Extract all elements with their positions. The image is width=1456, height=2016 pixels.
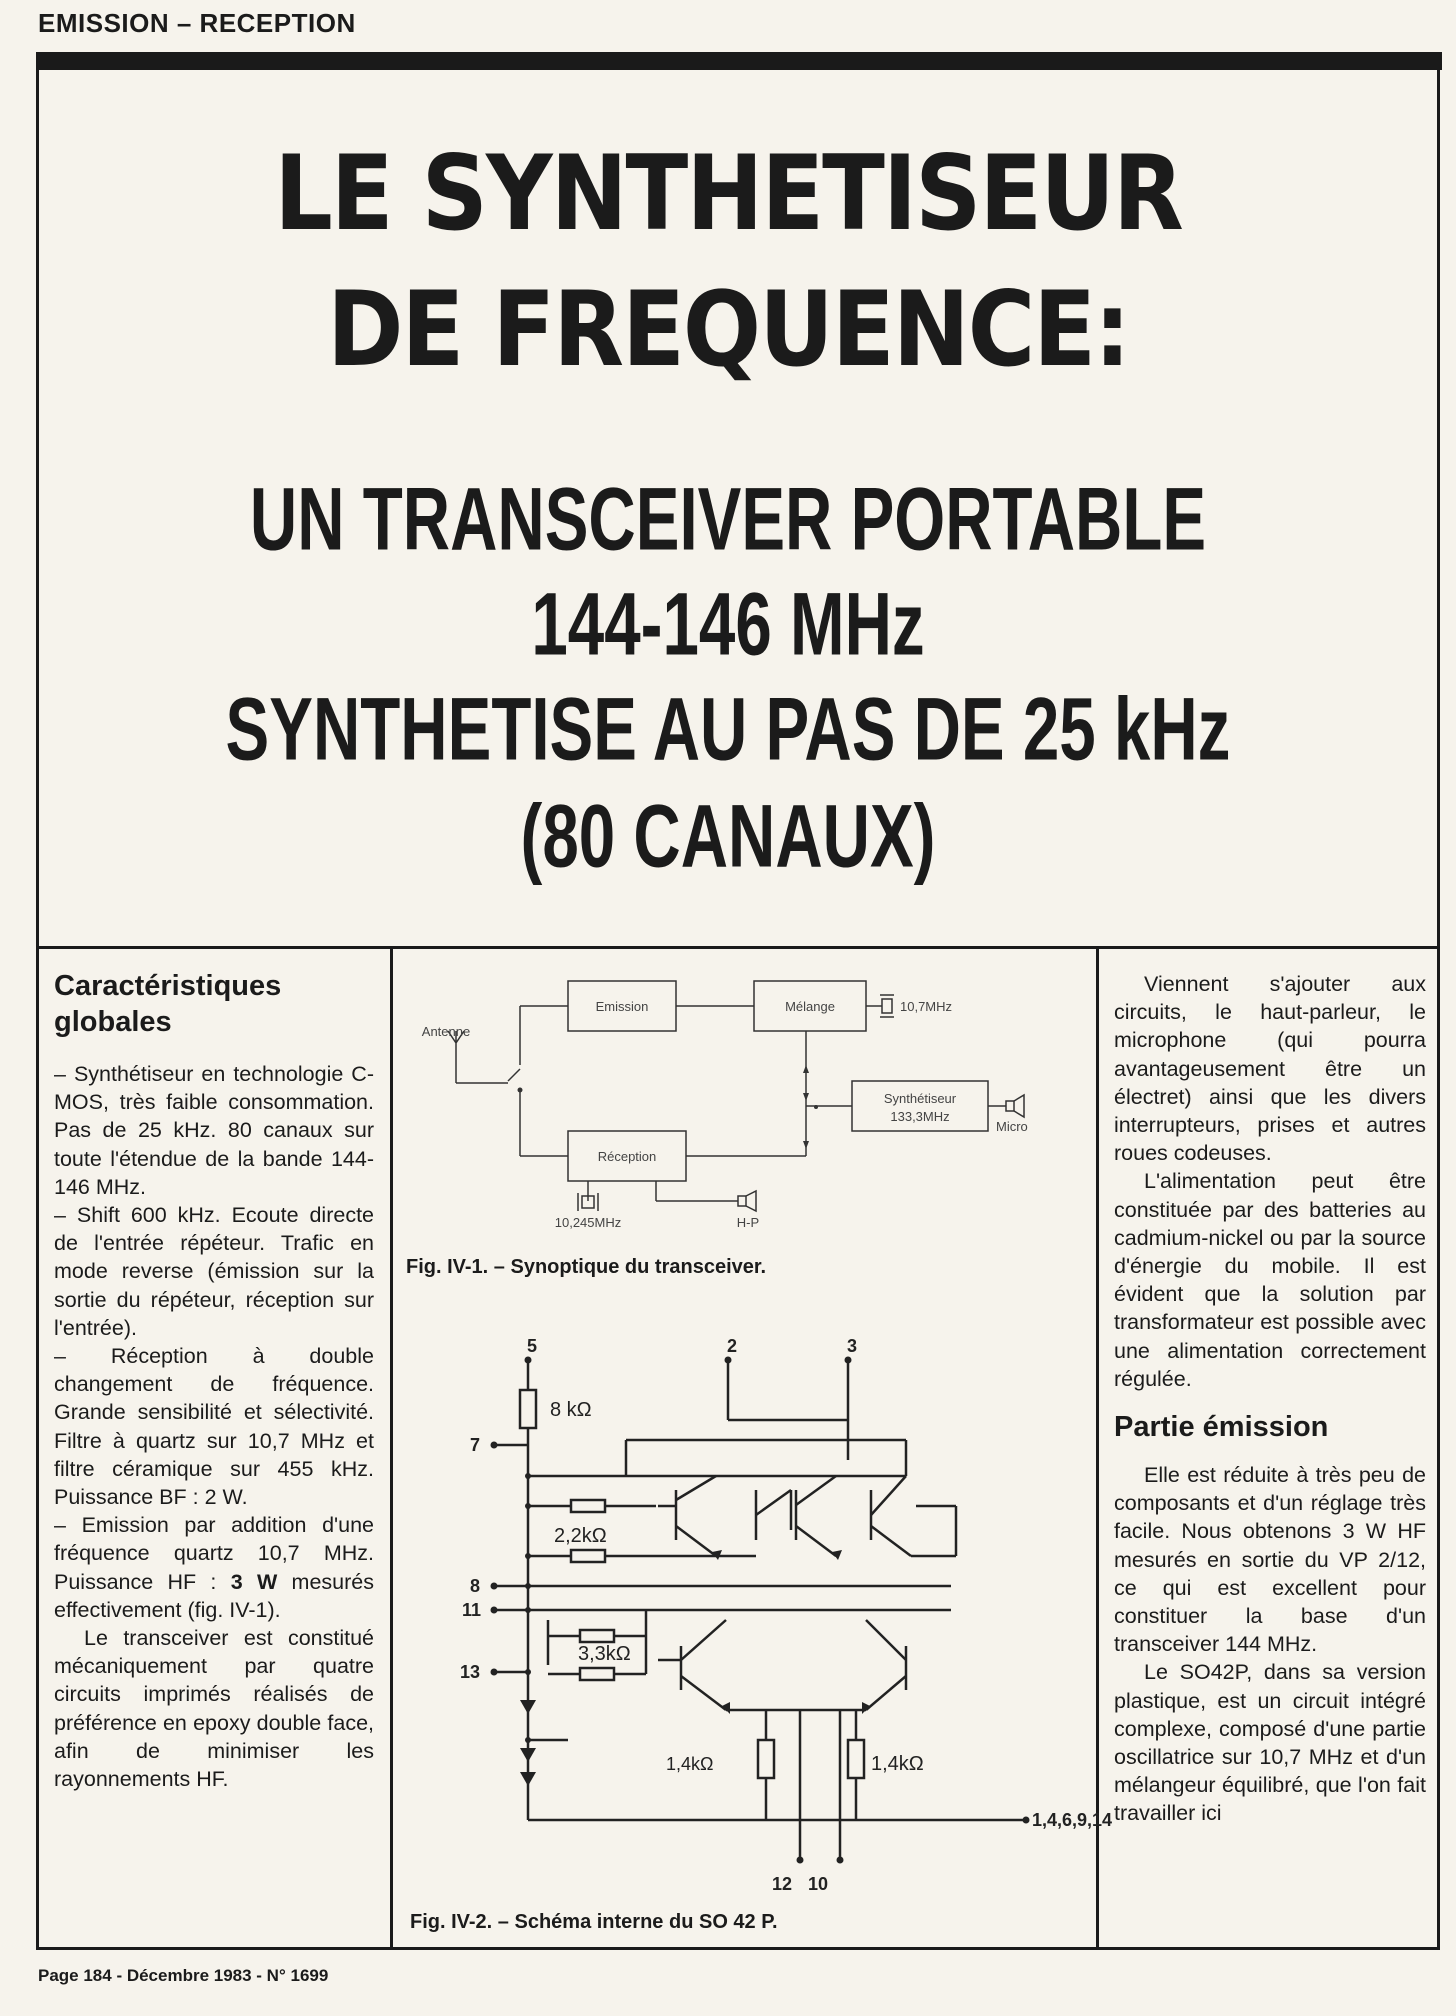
label-quartz-10-245: 10,245MHz bbox=[554, 1215, 622, 1230]
resistor-8k bbox=[520, 1390, 536, 1428]
diode-2 bbox=[520, 1748, 536, 1762]
column-rule-left bbox=[390, 946, 393, 1950]
pin-2: 2 bbox=[726, 1336, 738, 1356]
column-rule-right bbox=[1096, 946, 1099, 1950]
label-2-2k: 2,2kΩ bbox=[554, 1525, 607, 1547]
subtitle-line-1: UN TRANSCEIVER PORTABLE bbox=[249, 469, 1207, 569]
left-heading bbox=[54, 968, 374, 1040]
paragraph: L'alimentation peut être constituée par des batteries au cadmium-nickel ou par la source d'énergie du mobile. Il est évident que la solution par transformateur est possible avec une alimentation correctement régulée. bbox=[1114, 1169, 1426, 1391]
pin-11: 11 bbox=[462, 1600, 482, 1620]
paragraph-text: – Emission par addition d'une fréquence quartz 10,7 MHz. Puissance HF : bbox=[54, 1513, 374, 1594]
label-quartz-10-7: 10,7MHz bbox=[900, 999, 953, 1014]
label-synthetiseur: Synthétiseur bbox=[883, 1091, 957, 1106]
paragraph: Elle est réduite à très peu de composants et d'un réglage très facile. Nous obtenons 3 W HF mesurés en sortie du VP 2/12, ce qui est excellent pour constituer la base d'un transceiver 144 MHz. bbox=[1114, 1463, 1426, 1657]
label-micro: Micro bbox=[996, 1119, 1028, 1134]
paragraph: – Synthétiseur en technologie C-MOS, très faible consommation. Pas de 25 kHz. 80 canaux sur toute l'étendue de la bande 144-146 MHz. bbox=[54, 1062, 374, 1199]
paragraph: – Réception à double changement de fréquence. Grande sensibilité et sélectivité. Filtre à quartz sur 10,7 MHz et filtre céramique sur 455 kHz. Puissance BF : 2 W. bbox=[54, 1344, 374, 1510]
diode-1 bbox=[520, 1700, 536, 1714]
section-rubric: EMISSION – RECEPTION bbox=[38, 8, 356, 38]
label-1-4k-b: 1,4kΩ bbox=[871, 1753, 924, 1775]
label-melange: Mélange bbox=[785, 999, 835, 1014]
pin-12: 12 bbox=[772, 1874, 793, 1894]
caption-text: – Schéma interne du SO 42 P. bbox=[492, 1911, 778, 1933]
fig-iv-1-block-diagram bbox=[396, 965, 1086, 1285]
paragraph bbox=[54, 1511, 374, 1624]
pin-5: 5 bbox=[526, 1336, 538, 1356]
pin-8: 8 bbox=[470, 1576, 481, 1596]
subtitle-line-4: (80 CANAUX) bbox=[520, 786, 936, 886]
resistor-1-4k-b bbox=[848, 1740, 864, 1778]
header-bar bbox=[36, 52, 1442, 70]
pin-3: 3 bbox=[846, 1336, 858, 1356]
resistor-2-2k-a bbox=[571, 1500, 605, 1512]
caption-text: – Synoptique du transceiver. bbox=[488, 1256, 767, 1278]
diode-3 bbox=[520, 1772, 536, 1786]
right-column bbox=[1114, 970, 1426, 1828]
resistor-2-2k-b bbox=[571, 1550, 605, 1562]
left-heading-line-1: Caractéristiques bbox=[54, 970, 282, 1002]
pin-7: 7 bbox=[470, 1435, 481, 1455]
paragraph: Le transceiver est constitué mécaniquement par quatre circuits imprimés réalisés de préférence en epoxy double face, afin de minimiser les rayonnements HF. bbox=[54, 1626, 374, 1792]
resistor-3-3k-a bbox=[580, 1630, 614, 1642]
title-line-1: LE SYNTHETISEUR bbox=[274, 133, 1182, 254]
label-reception: Réception bbox=[597, 1149, 657, 1164]
resistor-1-4k-a bbox=[758, 1740, 774, 1778]
resistor-3-3k-b bbox=[580, 1668, 614, 1680]
label-8k: 8 kΩ bbox=[550, 1399, 592, 1421]
pin-13: 13 bbox=[460, 1662, 481, 1682]
paragraph: Viennent s'ajouter aux circuits, le haut-parleur, le microphone (qui pourra avantageusement être un électret) ainsi que les divers interrupteurs, prises et autres roues codeuses. bbox=[1114, 972, 1426, 1166]
left-column bbox=[54, 968, 374, 1793]
fig-iv-2-caption bbox=[410, 1911, 778, 1934]
pin-ground: 1,4,6,9,14 bbox=[1032, 1810, 1113, 1830]
paragraph: – Shift 600 kHz. Ecoute directe de l'entrée répéteur. Trafic en mode reverse (émission sur la sortie du répéteur, réception sur l'entrée). bbox=[54, 1203, 374, 1340]
label-1-4k-a: 1,4kΩ bbox=[666, 1754, 714, 1774]
section-divider bbox=[36, 946, 1440, 949]
title-line-2: DE FREQUENCE: bbox=[327, 269, 1129, 390]
subtitle-line-2: 144-146 MHz bbox=[531, 574, 925, 674]
label-antenne: Antenne bbox=[421, 1024, 471, 1039]
subtitle-line-3: SYNTHETISE AU PAS DE 25 kHz bbox=[225, 679, 1231, 779]
power-value: 3 W bbox=[230, 1569, 278, 1594]
fig-iv-1-caption bbox=[406, 1256, 766, 1279]
caption-number: Fig. IV-2. bbox=[410, 1911, 493, 1933]
label-hp: H-P bbox=[736, 1215, 760, 1230]
paragraph: Le SO42P, dans sa version plastique, est un circuit intégré complexe, composé d'une partie oscillatrice sur 10,7 MHz et d'un mélangeur équilibré, que l'on fait travailler ici bbox=[1114, 1660, 1426, 1826]
label-synth-freq: 133,3MHz bbox=[890, 1109, 950, 1124]
pin-10: 10 bbox=[808, 1874, 829, 1894]
left-heading-line-2: globales bbox=[54, 1006, 172, 1038]
paragraph-text: mesurés effectivement (fig. IV-1). bbox=[54, 1569, 374, 1622]
fig-iv-2-schematic bbox=[396, 1320, 1113, 1900]
label-emission: Emission bbox=[595, 999, 649, 1014]
caption-number: Fig. IV-1. bbox=[406, 1256, 489, 1278]
page-footer: Page 184 - Décembre 1983 - N° 1699 bbox=[38, 1966, 329, 1985]
label-3-3k: 3,3kΩ bbox=[578, 1643, 631, 1665]
partie-emission-heading: Partie émission bbox=[1114, 1411, 1329, 1444]
